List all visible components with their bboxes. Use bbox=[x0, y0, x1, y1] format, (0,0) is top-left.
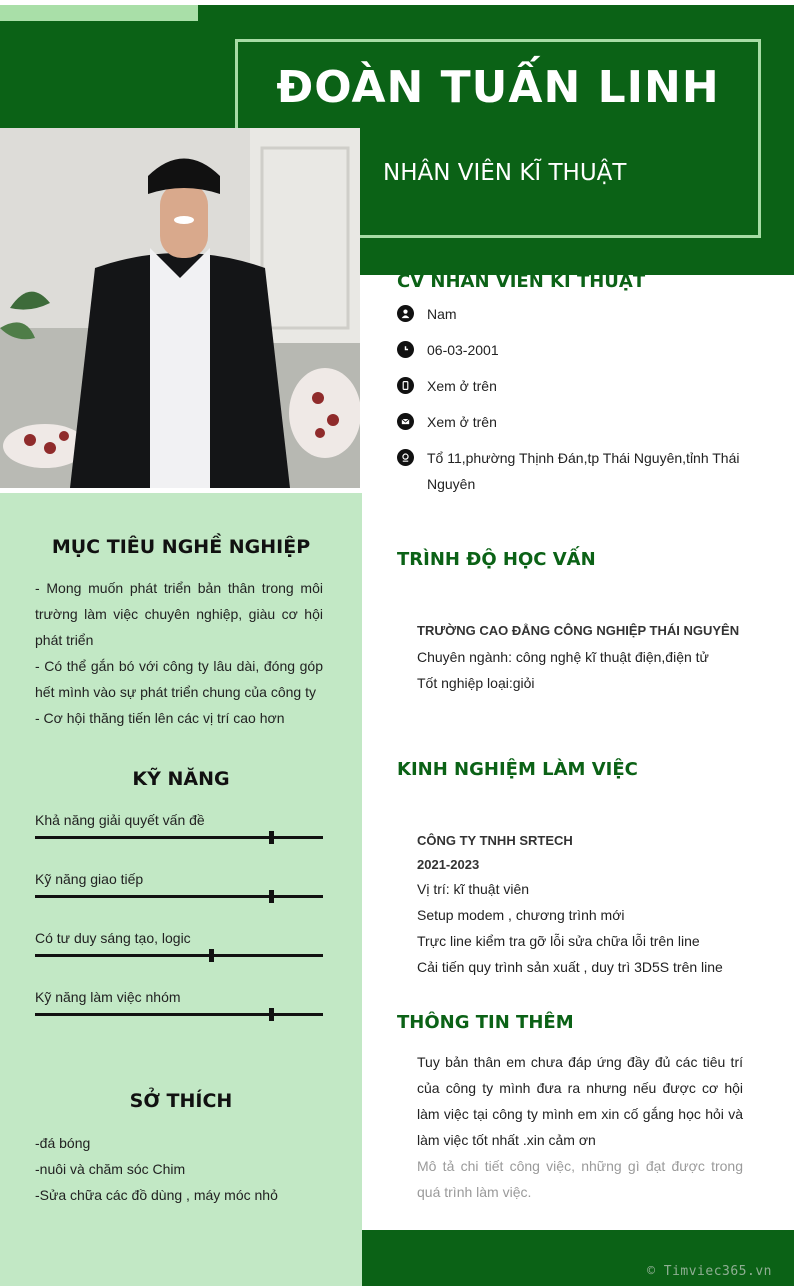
experience-line: Trực line kiểm tra gỡ lỗi sửa chữa lỗi trên line bbox=[417, 933, 700, 949]
info-birthday-text: 06-03-2001 bbox=[427, 342, 499, 358]
info-email bbox=[397, 413, 757, 435]
career-objective-text bbox=[35, 575, 323, 731]
school-name: TRƯỜNG CAO ĐẲNG CÔNG NGHIỆP THÁI NGUYÊN bbox=[417, 623, 740, 638]
skill-item bbox=[35, 989, 325, 1016]
info-birthday bbox=[397, 341, 757, 363]
hobbies-list bbox=[35, 1130, 323, 1208]
info-address bbox=[397, 449, 757, 497]
education-major: Chuyên ngành: công nghệ kĩ thuật điện,điện tử bbox=[417, 649, 709, 665]
company-name: CÔNG TY TNHH SRTECH bbox=[417, 833, 573, 848]
skill-name: Khả năng giải quyết vấn đề bbox=[35, 812, 205, 828]
education-block bbox=[417, 618, 743, 696]
portrait-illustration bbox=[0, 128, 360, 488]
additional-text: Tuy bản thân em chưa đáp ứng đầy đủ các tiêu trí của công ty mình đưa ra nhưng nếu được cơ hội làm việc tại công ty mình em xin cố gắng học hỏi và làm việc tốt nhất .xin cảm ơn bbox=[417, 1054, 743, 1148]
objective-line: - Mong muốn phát triển bản thân trong môi trường làm việc chuyên nghiệp, giàu cơ hội phát triển bbox=[35, 580, 323, 648]
skill-name: Kỹ năng làm việc nhóm bbox=[35, 989, 181, 1005]
skill-level-marker[interactable] bbox=[269, 890, 274, 903]
hobbies-heading: SỞ THÍCH bbox=[129, 1090, 233, 1112]
skill-level-marker[interactable] bbox=[209, 949, 214, 962]
info-email-text: Xem ở trên bbox=[427, 414, 497, 430]
experience-line: Cải tiến quy trình sản xuất , duy trì 3D5S trên line bbox=[417, 959, 723, 975]
skill-bar bbox=[35, 895, 323, 898]
experience-line: Vị trí: kĩ thuật viên bbox=[417, 881, 530, 897]
footer-watermark: © Timviec365.vn bbox=[647, 1264, 772, 1279]
info-gender bbox=[397, 305, 757, 327]
skill-name: Có tư duy sáng tạo, logic bbox=[35, 930, 191, 946]
objective-line: - Có thể gắn bó với công ty lâu dài, đóng góp hết mình vào sự phát triển chung của công ty bbox=[35, 658, 323, 700]
info-phone bbox=[397, 377, 757, 399]
additional-heading: THÔNG TIN THÊM bbox=[397, 1012, 574, 1033]
job-title: NHÂN VIÊN KĨ THUẬT bbox=[383, 160, 627, 186]
experience-heading: KINH NGHIỆM LÀM VIỆC bbox=[397, 759, 638, 780]
education-heading: TRÌNH ĐỘ HỌC VẤN bbox=[397, 549, 596, 570]
hobby-item: -Sửa chữa các đồ dùng , máy móc nhỏ bbox=[35, 1187, 278, 1203]
hobby-item: -nuôi và chăm sóc Chim bbox=[35, 1161, 186, 1177]
education-grade: Tốt nghiệp loại:giỏi bbox=[417, 675, 535, 691]
skill-name: Kỹ năng giao tiếp bbox=[35, 871, 144, 887]
skill-item bbox=[35, 930, 325, 957]
info-gender-text: Nam bbox=[427, 306, 457, 322]
additional-placeholder: Mô tả chi tiết công việc, những gì đạt được trong quá trình làm việc. bbox=[417, 1158, 743, 1200]
candidate-name: ĐOÀN TUẤN LINH bbox=[276, 62, 720, 113]
info-address-text: Tổ 11,phường Thịnh Đán,tp Thái Nguyên,tỉnh Thái Nguyên bbox=[427, 450, 740, 492]
location-icon bbox=[397, 449, 414, 466]
cv-heading: CV NHÂN VIÊN KĨ THUẬT bbox=[397, 271, 646, 292]
experience-line: Setup modem , chương trình mới bbox=[417, 907, 625, 923]
skill-bar bbox=[35, 836, 323, 839]
objective-line: - Cơ hội thăng tiến lên các vị trí cao hơn bbox=[35, 710, 285, 726]
experience-period: 2021-2023 bbox=[417, 857, 480, 872]
mail-icon bbox=[397, 413, 414, 430]
skill-bar bbox=[35, 954, 323, 957]
clock-icon bbox=[397, 341, 414, 358]
experience-block bbox=[417, 828, 743, 980]
profile-photo bbox=[0, 128, 360, 488]
skill-bar bbox=[35, 1013, 323, 1016]
header-accent-strip bbox=[0, 5, 198, 21]
skill-level-marker[interactable] bbox=[269, 831, 274, 844]
skill-item bbox=[35, 871, 325, 898]
skill-item bbox=[35, 812, 325, 839]
hobby-item: -đá bóng bbox=[35, 1135, 91, 1151]
career-objective-heading: MỤC TIÊU NGHỀ NGHIỆP bbox=[51, 536, 311, 558]
user-icon bbox=[397, 305, 414, 322]
phone-icon bbox=[397, 377, 414, 394]
info-phone-text: Xem ở trên bbox=[427, 378, 497, 394]
skill-level-marker[interactable] bbox=[269, 1008, 274, 1021]
skills-heading: KỸ NĂNG bbox=[132, 768, 230, 790]
